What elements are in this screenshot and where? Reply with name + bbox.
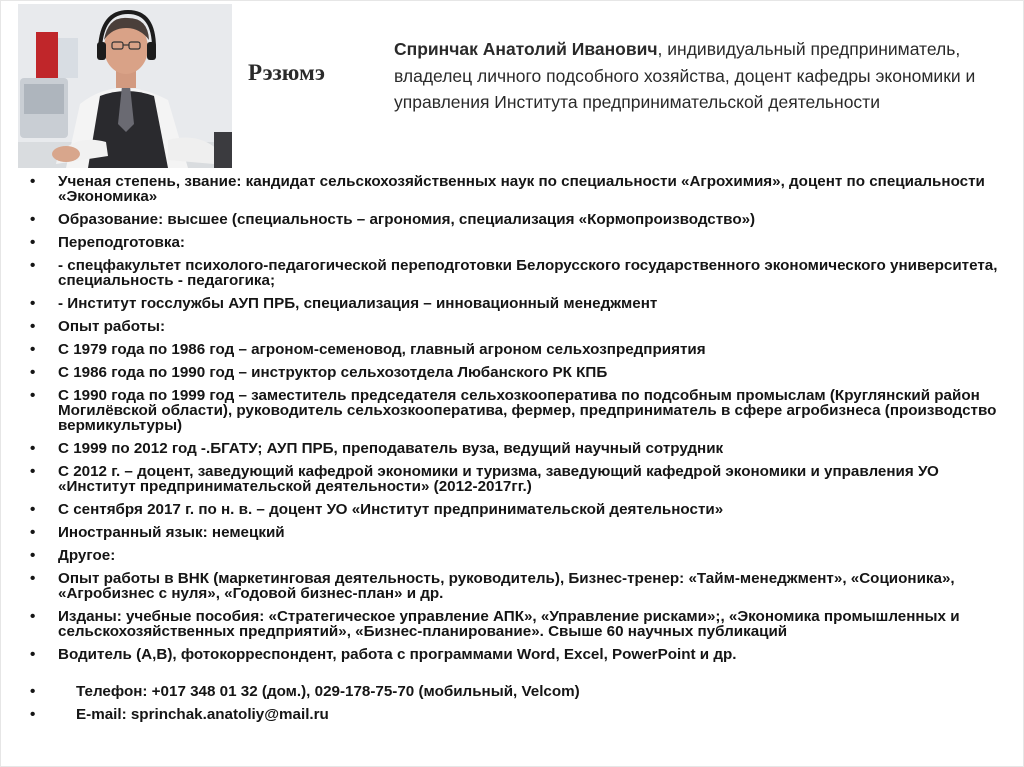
list-item: • С 2012 г. – доцент, заведующий кафедрой экономики и туризма, заведующий кафедрой экономики и управления УО «Институт предпринимательской деятельности» (2012-2017гг.) xyxy=(26,464,1006,494)
list-item: • Образование: высшее (специальность – агрономия, специализация «Кормопроизводство») xyxy=(26,212,1006,227)
list-item: • Опыт работы в ВНК (маркетинговая деятельность, руководитель), Бизнес-тренер: «Тайм-менеджмент», «Соционика», «Агробизнес с нуля», «Годовой бизнес-план» и др. xyxy=(26,571,1006,601)
list-item: • Опыт работы: xyxy=(26,319,1006,334)
list-item: • Изданы: учебные пособия: «Стратегическое управление АПК», «Управление рисками»;, «Экономика промышленных и сельскохозяйственных предприятий», «Бизнес-планирование». Свыше 60 научных публикаций xyxy=(26,609,1006,639)
person-name: Спринчак Анатолий Иванович xyxy=(394,39,658,59)
list-item: • Иностранный язык: немецкий xyxy=(26,525,1006,540)
list-item: • С 1990 года по 1999 год – заместитель председателя сельхозкооператива по подсобным промыслам (Круглянский район Могилёвской области), руководитель сельхозкооператива, фермер, предприниматель в сфере агробизнеса (производство вермикультуры) xyxy=(26,388,1006,433)
list-item: • Ученая степень, звание: кандидат сельскохозяйственных наук по специальности «Агрохимия», доцент по специальности «Экономика» xyxy=(26,174,1006,204)
list-item: • - спецфакультет психолого-педагогической переподготовки Белорусского государственного экономического университета, специальность - педагогика; xyxy=(26,258,1006,288)
list-item: • Другое: xyxy=(26,548,1006,563)
phone-item: • Телефон: +017 348 01 32 (дом.), 029-178-75-70 (мобильный, Velcom) xyxy=(26,684,1006,699)
list-item: • Переподготовка: xyxy=(26,235,1006,250)
portrait-photo xyxy=(18,4,232,168)
list-item: • С 1986 года по 1990 год – инструктор сельхозотдела Любанского РК КПБ xyxy=(26,365,1006,380)
list-item: • - Институт госслужбы АУП ПРБ, специализация – инновационный менеджмент xyxy=(26,296,1006,311)
header-description xyxy=(394,36,1004,116)
list-item: • С 1999 по 2012 год -.БГАТУ; АУП ПРБ, преподаватель вуза, ведущий научный сотрудник xyxy=(26,441,1006,456)
list-spacer xyxy=(26,670,1006,684)
resume-title: Рэзюмэ xyxy=(248,60,325,85)
resume-list xyxy=(26,174,1006,730)
list-item: • С 1979 года по 1986 год – агроном-семеновод, главный агроном сельхозпредприятия xyxy=(26,342,1006,357)
list-item: • С сентября 2017 г. по н. в. – доцент УО «Институт предпринимательской деятельности» xyxy=(26,502,1006,517)
person-position: , индивидуальный предприниматель, владелец личного подсобного хозяйства, доцент кафедры экономики и управления Института предпринимательской деятельности xyxy=(394,39,976,112)
email-item: • E-mail: sprinchak.anatoliy@mail.ru xyxy=(26,707,1006,722)
list-item: • Водитель (А,В), фотокорреспондент, работа с программами Word, Excel, PowerPoint и др. xyxy=(26,647,1006,662)
